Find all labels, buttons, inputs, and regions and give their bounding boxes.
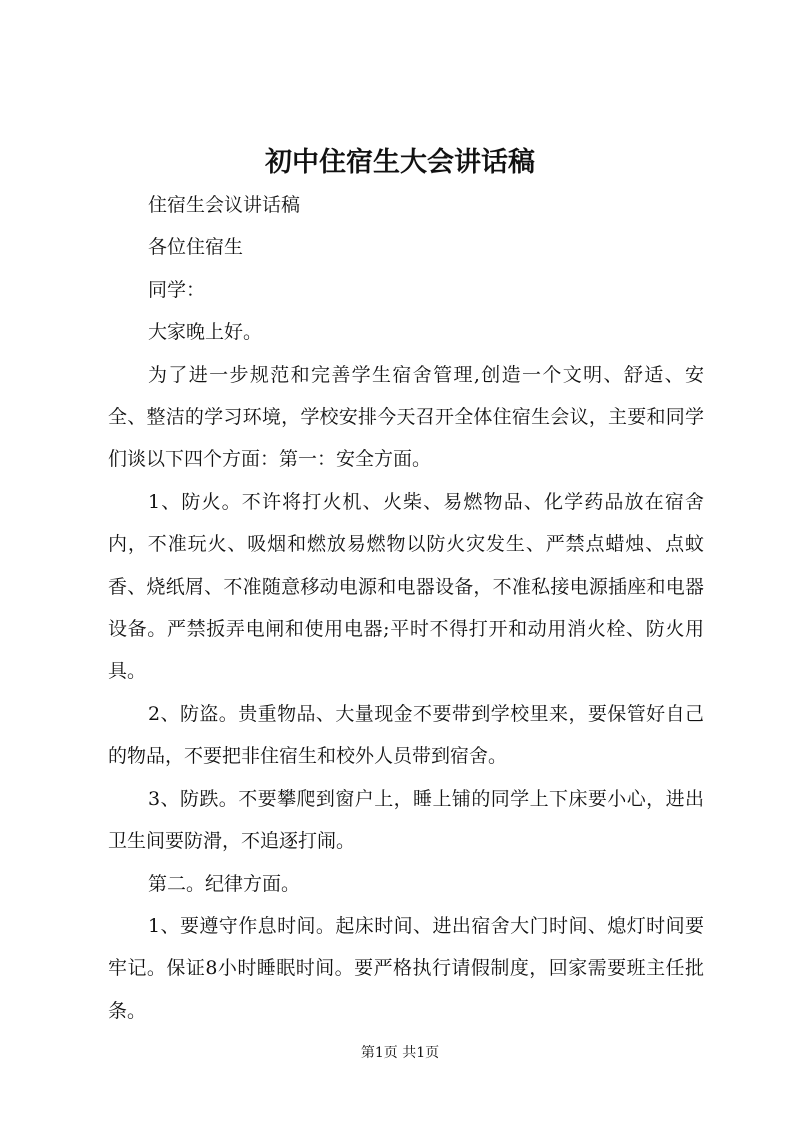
paragraph-theft-prevention: 2、防盗。贵重物品、大量现金不要带到学校里来，要保管好自己的物品，不要把非住宿生和校外人员带到宿舍。 (108, 702, 704, 768)
paragraph-fall-prevention: 3、防跌。不要攀爬到窗户上，睡上铺的同学上下床要小心，进出卫生间要防滑，不追逐打闹。 (108, 787, 704, 853)
paragraph-heading-line: 住宿生会议讲话稿 (148, 194, 301, 216)
document-body (108, 184, 704, 1032)
paragraph-fire-safety: 1、防火。不许将打火机、火柴、易燃物品、化学药品放在宿舍内，不准玩火、吸烟和燃放易燃物以防火灾发生、严禁点蜡烛、点蚊香、烧纸屑、不准随意移动电源和电器设备，不准私接电源插座和电器设备。严禁扳弄电闸和使用电器;平时不得打开和动用消火栓、防火用具。 (108, 490, 704, 683)
paragraph-discipline-heading: 第二。纪律方面。 (148, 872, 301, 895)
document-title: 初中住宿生大会讲话稿 (265, 147, 535, 178)
paragraph-salutation-cont: 同学： (148, 278, 206, 301)
page-footer: 第1页 共1页 (360, 1045, 440, 1061)
paragraph-greeting: 大家晚上好。 (148, 321, 263, 344)
paragraph-intro: 为了进一步规范和完善学生宿舍管理,创造一个文明、舒适、安全、整洁的学习环境，学校安排今天召开全体住宿生会议，主要和同学们谈以下四个方面：第一：安全方面。 (108, 363, 704, 471)
paragraph-salutation: 各位住宿生 (148, 236, 244, 259)
paragraph-schedule: 1、要遵守作息时间。起床时间、进出宿舍大门时间、熄灯时间要牢记。保证8小时睡眠时间。要严格执行请假制度，回家需要班主任批条。 (108, 914, 704, 1022)
